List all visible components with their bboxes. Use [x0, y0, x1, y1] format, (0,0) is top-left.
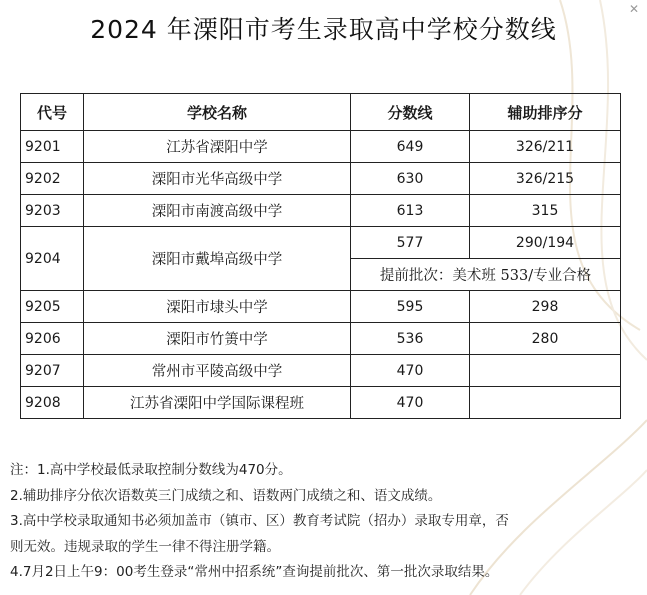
page-title: 2024 年溧阳市考生录取高中学校分数线 — [90, 15, 557, 44]
row-school-name: 溧阳市埭头中学 — [84, 291, 351, 323]
row-score: 470 — [351, 387, 470, 419]
row-code: 9208 — [21, 387, 84, 419]
row-aux-score: 280 — [470, 323, 621, 355]
row-score: 577 — [351, 227, 470, 259]
row-school-name: 常州市平陵高级中学 — [84, 355, 351, 387]
table-row — [21, 291, 621, 323]
note-line: 3.高中学校录取通知书必须加盖市（镇市、区）教育考试院（招办）录取专用章，否 — [10, 513, 509, 529]
note-line: 则无效。违规录取的学生一律不得注册学籍。 — [10, 538, 280, 555]
row-code: 9201 — [21, 131, 84, 163]
row-early-batch-note: 提前批次：美术班 533/专业合格 — [351, 259, 621, 291]
row-aux-score — [470, 355, 621, 387]
row-code: 9204 — [21, 227, 84, 291]
note-line: 4.7月2日上午9：00考生登录“常州中招系统”查询提前批次、第一批次录取结果。 — [10, 564, 499, 580]
row-school-name: 江苏省溧阳中学 — [84, 131, 351, 163]
header-school-name: 学校名称 — [84, 94, 351, 131]
table-row — [21, 323, 621, 355]
note-line: 注：1.高中学校最低录取控制分数线为470分。 — [10, 462, 292, 478]
table-row — [21, 227, 621, 259]
header-code: 代号 — [21, 94, 84, 131]
row-code: 9205 — [21, 291, 84, 323]
row-aux-score: 315 — [470, 195, 621, 227]
table-row — [21, 131, 621, 163]
row-score: 630 — [351, 163, 470, 195]
row-code: 9203 — [21, 195, 84, 227]
table-row — [21, 355, 621, 387]
row-score: 470 — [351, 355, 470, 387]
row-aux-score — [470, 387, 621, 419]
row-school-name: 溧阳市光华高级中学 — [84, 163, 351, 195]
row-code: 9207 — [21, 355, 84, 387]
notes-section — [10, 458, 640, 586]
row-school-name: 江苏省溧阳中学国际课程班 — [84, 387, 351, 419]
row-school-name: 溧阳市南渡高级中学 — [84, 195, 351, 227]
header-aux-score: 辅助排序分 — [470, 94, 621, 131]
row-aux-score: 326/211 — [470, 131, 621, 163]
row-school-name: 溧阳市竹箦中学 — [84, 323, 351, 355]
row-aux-score: 326/215 — [470, 163, 621, 195]
score-table — [20, 93, 621, 419]
row-aux-score: 290/194 — [470, 227, 621, 259]
table-row — [21, 387, 621, 419]
row-school-name: 溧阳市戴埠高级中学 — [84, 227, 351, 291]
table-header-row — [21, 94, 621, 131]
row-score: 536 — [351, 323, 470, 355]
row-code: 9202 — [21, 163, 84, 195]
row-score: 649 — [351, 131, 470, 163]
row-score: 613 — [351, 195, 470, 227]
note-line: 2.辅助排序分依次语数英三门成绩之和、语数两门成绩之和、语文成绩。 — [10, 487, 442, 504]
table-row — [21, 163, 621, 195]
row-aux-score: 298 — [470, 291, 621, 323]
row-code: 9206 — [21, 323, 84, 355]
header-score: 分数线 — [351, 94, 470, 131]
close-icon[interactable]: ✕ — [628, 2, 640, 16]
row-score: 595 — [351, 291, 470, 323]
table-row — [21, 195, 621, 227]
